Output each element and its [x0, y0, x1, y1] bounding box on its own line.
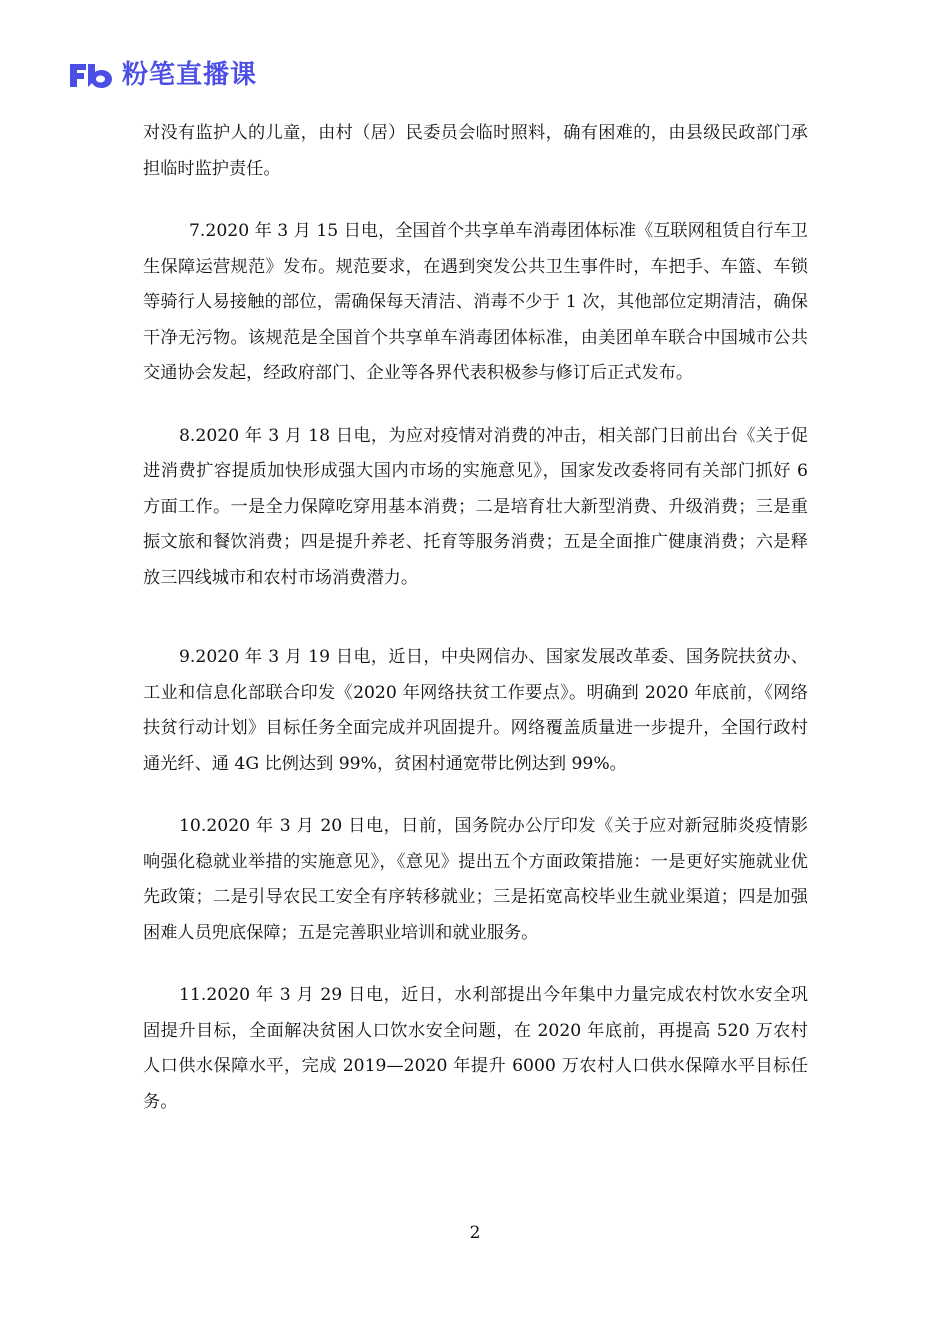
paragraph: 7.2020 年 3 月 15 日电，全国首个共享单车消毒团体标准《互联网租赁自行车卫生保障运营规范》发布。规范要求，在遇到突发公共卫生事件时，车把手、车篮、车锁等骑行人易接触的部位，需确保每天清洁、消毒不少于 1 次，其他部位定期清洁，确保干净无污物。该规范是全国首个共享单车消毒团体标准，由美团单车联合中国城市公共交通协会发起，经政府部门、企业等各界代表积极参与修订后正式发布。: [143, 221, 808, 383]
paragraph: 对没有监护人的儿童，由村（居）民委员会临时照料，确有困难的，由县级民政部门承担临时监护责任。: [143, 123, 808, 179]
fenbi-logo-icon: [68, 60, 116, 90]
header-logo: [68, 58, 257, 92]
paragraph: 11.2020 年 3 月 29 日电，近日，水利部提出今年集中力量完成农村饮水安全巩固提升目标，全面解决贫困人口饮水安全问题，在 2020 年底前，再提高 520 万农村人口供水保障水平，完成 2019—2020 年提升 6000 万农村人口供水保障水平目标任务。: [143, 985, 808, 1112]
page-number: 2: [469, 1223, 481, 1243]
paragraph: 10.2020 年 3 月 20 日电，日前，国务院办公厅印发《关于应对新冠肺炎疫情影响强化稳就业举措的实施意见》，《意见》提出五个方面政策措施：一是更好实施就业优先政策；二是引导农民工安全有序转移就业；三是拓宽高校毕业生就业渠道；四是加强困难人员兜底保障；五是完善职业培训和就业服务。: [143, 816, 808, 943]
paragraph: 8.2020 年 3 月 18 日电，为应对疫情对消费的冲击，相关部门日前出台《关于促进消费扩容提质加快形成强大国内市场的实施意见》，国家发改委将同有关部门抓好 6 方面工作。一是全力保障吃穿用基本消费；二是培育壮大新型消费、升级消费；三是重振文旅和餐饮消费；四是提升养老、托育等服务消费；五是全面推广健康消费；六是释放三四线城市和农村市场消费潜力。: [143, 425, 808, 588]
paragraph: 9.2020 年 3 月 19 日电，近日，中央网信办、国家发展改革委、国务院扶贫办、工业和信息化部联合印发《2020 年网络扶贫工作要点》。明确到 2020 年底前，《网络扶贫行动计划》目标任务全面完成并巩固提升。网络覆盖质量进一步提升，全国行政村通光纤、通 4G 比例达到 99%，贫困村通宽带比例达到 99%。: [143, 647, 808, 774]
document-body: [143, 116, 808, 1147]
logo-text: 粉笔直播课: [122, 60, 258, 90]
